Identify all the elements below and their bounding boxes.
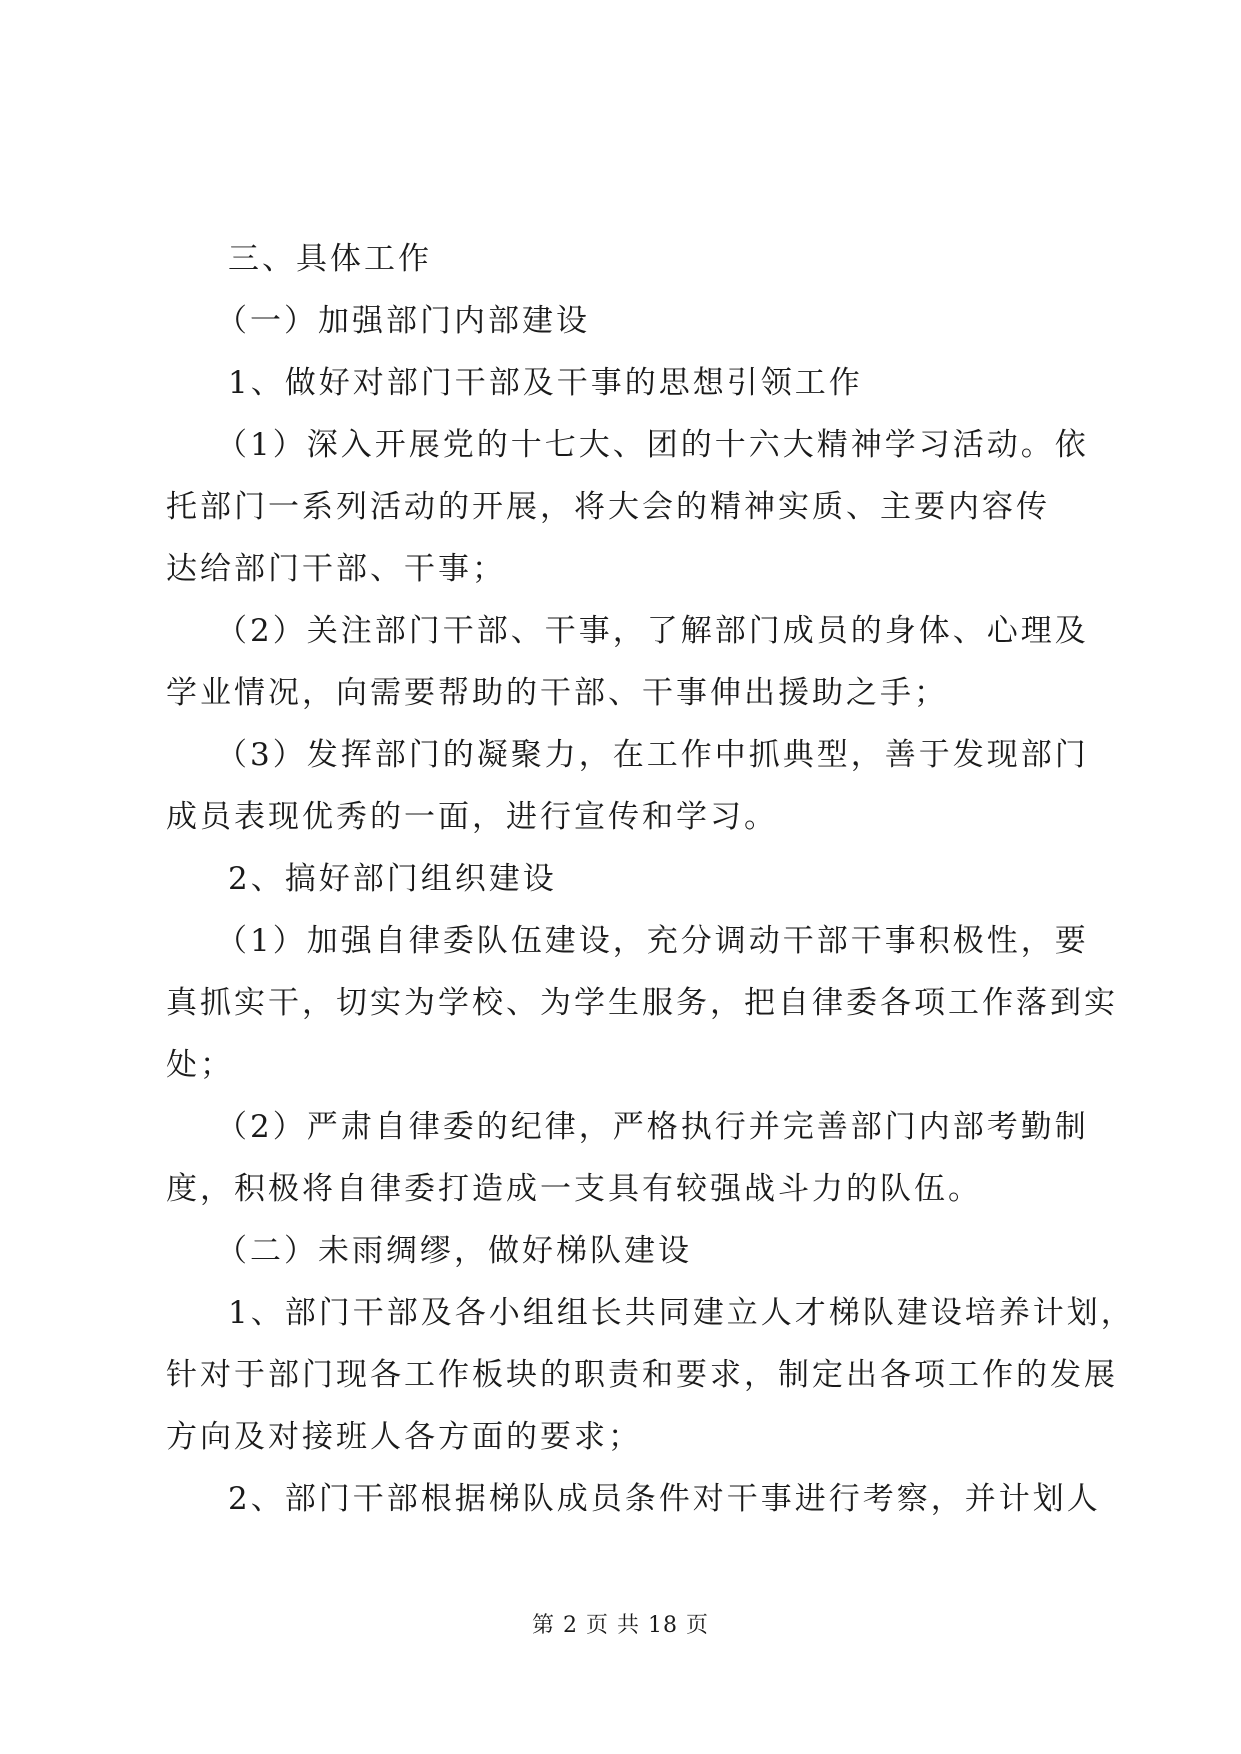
text-line: （2）关注部门干部、干事，了解部门成员的身体、心理及 <box>216 613 1089 649</box>
text-line: （1）加强自律委队伍建设，充分调动干部干事积极性，要 <box>216 923 1089 959</box>
text-line: 度，积极将自律委打造成一支具有较强战斗力的队伍。 <box>166 1171 982 1207</box>
text-line: 2、搞好部门组织建设 <box>228 861 557 897</box>
text-line: 三、具体工作 <box>228 241 432 277</box>
text-line: 处； <box>166 1047 234 1083</box>
document-body <box>166 228 1135 1530</box>
text-line: 学业情况，向需要帮助的干部、干事伸出援助之手； <box>166 675 948 711</box>
text-line: （1）深入开展党的十七大、团的十六大精神学习活动。依 <box>216 427 1089 463</box>
text-line: 达给部门干部、干事； <box>166 551 506 587</box>
text-line: 2、部门干部根据梯队成员条件对干事进行考察，并计划人 <box>228 1481 1101 1517</box>
text-line: （3）发挥部门的凝聚力，在工作中抓典型，善于发现部门 <box>216 737 1089 773</box>
text-line: 真抓实干，切实为学校、为学生服务，把自律委各项工作落到实 <box>166 985 1118 1021</box>
text-line: 1、做好对部门干部及干事的思想引领工作 <box>228 365 863 401</box>
text-line: 托部门一系列活动的开展，将大会的精神实质、主要内容传 <box>166 489 1050 525</box>
text-line: 针对于部门现各工作板块的职责和要求，制定出各项工作的发展 <box>166 1357 1118 1393</box>
text-line: （一）加强部门内部建设 <box>216 303 590 339</box>
text-line: （二）未雨绸缪，做好梯队建设 <box>216 1233 692 1269</box>
text-line: 方向及对接班人各方面的要求； <box>166 1419 642 1455</box>
page-footer: 第 2 页 共 18 页 <box>532 1613 709 1638</box>
text-line: 成员表现优秀的一面，进行宣传和学习。 <box>166 799 778 835</box>
text-line: （2）严肃自律委的纪律，严格执行并完善部门内部考勤制 <box>216 1109 1089 1145</box>
text-line: 1、部门干部及各小组组长共同建立人才梯队建设培养计划， <box>228 1295 1135 1331</box>
